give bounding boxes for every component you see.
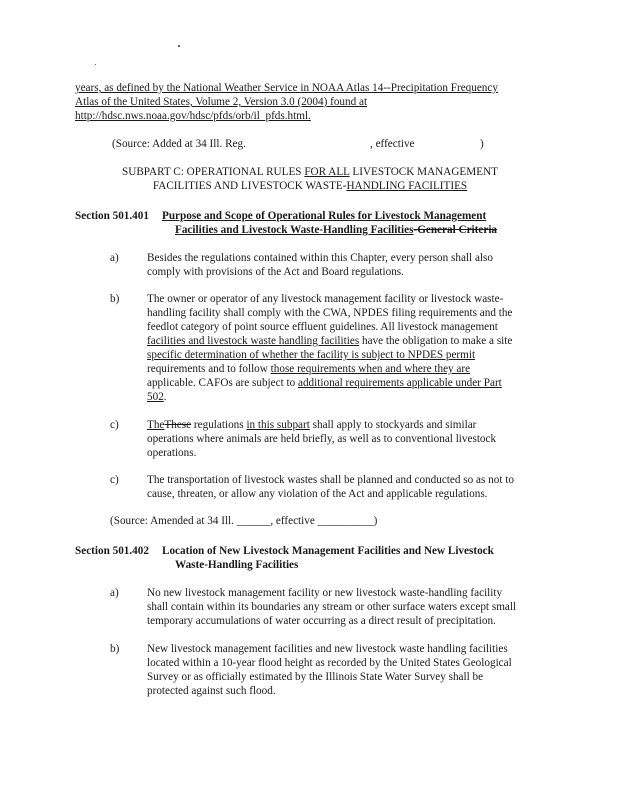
section-title: Location of New Livestock Management Facilities and New Livestock — [162, 545, 494, 557]
subsection-label: a) — [110, 587, 119, 599]
source-note-effective: , effective — [370, 138, 415, 150]
paragraph-line: feedlot category of point source effluent guidelines. All livestock management — [147, 321, 498, 333]
section-title: Waste-Handling Facilities — [175, 559, 299, 571]
paragraph-line: operations. — [147, 447, 197, 459]
section-title: Facilities and Livestock Waste-Handling Facilities-General Criteria — [175, 224, 498, 236]
section-number: Section 501.401 — [75, 210, 149, 222]
paragraph-line: cause, threaten, or allow any violation of the Act and applicable regulations. — [147, 488, 488, 500]
section-title: Purpose and Scope of Operational Rules for Livestock Management — [162, 210, 487, 222]
subsection-label: b) — [110, 293, 120, 305]
paragraph-line: requirements and to follow those requirements when and where they are — [147, 363, 471, 375]
paragraph-line: applicable. CAFOs are subject to additional requirements applicable under Part — [147, 377, 502, 389]
source-note-prefix: (Source: Added at 34 Ill. Reg. — [112, 138, 246, 150]
paragraph-line: The owner or operator of any livestock management facility or livestock waste- — [147, 293, 504, 305]
paragraph-line: handling facility shall comply with the CWA, NPDES filing requirements and the — [147, 307, 513, 319]
paragraph-line: facilities and livestock waste handling facilities have the obligation to make a site — [147, 335, 513, 347]
paragraph-line: Survey or as officially estimated by the Illinois State Water Survey shall be — [147, 671, 484, 683]
paragraph-line: comply with provisions of the Act and Board regulations. — [147, 266, 404, 278]
paragraph-line: shall contain within its boundaries any stream or other surface waters except small — [147, 601, 517, 613]
paragraph-line: located within a 10-year flood height as recorded by the United States Geological — [147, 657, 512, 669]
scan-speck — [178, 45, 180, 47]
intro-line: years, as defined by the National Weather Service in NOAA Atlas 14--Precipitation Frequency — [75, 82, 498, 94]
paragraph-line: temporary accumulations of water occurring as a direct result of precipitation. — [147, 615, 496, 627]
subsection-label: c) — [110, 474, 119, 486]
subpart-heading-line1: SUBPART C: OPERATIONAL RULES FOR ALL LIVESTOCK MANAGEMENT — [122, 166, 498, 178]
intro-line: Atlas of the United States, Volume 2, Version 3.0 (2004) found at — [75, 96, 368, 108]
scan-speck — [95, 64, 96, 65]
section-number: Section 501.402 — [75, 545, 149, 557]
paragraph-line: TheThese regulations in this subpart shall apply to stockyards and similar — [147, 419, 477, 431]
source-note-end: ) — [480, 138, 484, 150]
paragraph-line: protected against such flood. — [147, 685, 276, 697]
source-note: (Source: Amended at 34 Ill. ______, effective __________) — [110, 515, 378, 527]
paragraph-line: The transportation of livestock wastes shall be planned and conducted so as not to — [147, 474, 514, 486]
paragraph-line: No new livestock management facility or new livestock waste-handling facility — [147, 587, 503, 599]
subsection-label: c) — [110, 419, 119, 431]
paragraph-line: 502. — [147, 391, 167, 403]
paragraph-line: New livestock management facilities and new livestock waste handling facilities — [147, 643, 508, 655]
subpart-heading-line2: FACILITIES AND LIVESTOCK WASTE-HANDLING FACILITIES — [152, 180, 468, 192]
paragraph-line: Besides the regulations contained within this Chapter, every person shall also — [147, 252, 493, 264]
subsection-label: b) — [110, 643, 120, 655]
paragraph-line: operations where animals are held briefly, as well as to conventional livestock — [147, 433, 497, 445]
subsection-label: a) — [110, 252, 119, 264]
intro-link[interactable]: http://hdsc.nws.noaa.gov/hdsc/pfds/orb/il_pfds.html. — [75, 110, 311, 122]
paragraph-line: specific determination of whether the facility is subject to NPDES permit — [147, 349, 476, 361]
